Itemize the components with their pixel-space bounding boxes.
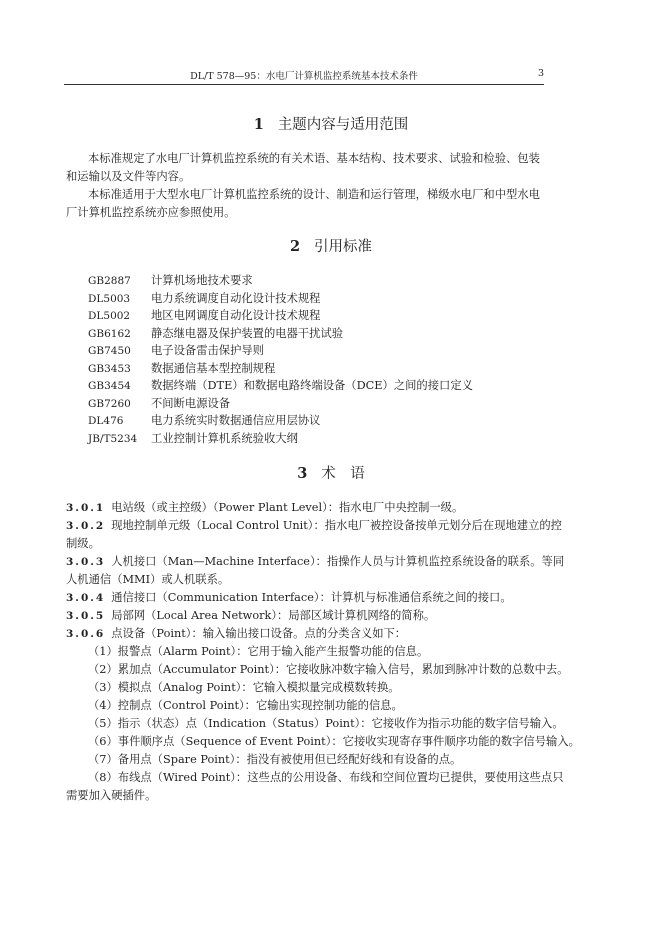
point-type-item: （6）事件顺序点（Sequence of Event Point）：它接收实现寄存事件顺序功能的数字信号输入。 <box>88 735 580 748</box>
wired-point-item <box>66 769 576 805</box>
term-number: 3.0.4 <box>66 592 106 604</box>
term-entry <box>66 499 576 517</box>
point-type-item: （3）模拟点（Analog Point）：它输入模拟量完成模数转换。 <box>88 681 400 694</box>
reference-code: DL476 <box>88 415 124 427</box>
reference-item <box>88 307 473 325</box>
point-type-item: （4）控制点（Control Point）：它输出实现控制功能的信息。 <box>88 699 403 712</box>
term-entry <box>66 607 576 625</box>
term-text: 人机通信（MMI）或人机联系。 <box>66 573 230 586</box>
reference-code: GB3454 <box>88 380 131 392</box>
section-1-paragraph-2 <box>66 186 566 222</box>
reference-code: DL5003 <box>88 292 131 305</box>
term-entry <box>66 553 576 589</box>
reference-list <box>88 272 473 447</box>
section-2-heading <box>0 235 662 256</box>
reference-item <box>88 395 473 413</box>
reference-title: 工业控制计算机系统验收大纲 <box>151 431 298 445</box>
reference-item <box>88 360 473 378</box>
term-number: 3.0.1 <box>66 502 106 514</box>
section-title: 引用标准 <box>314 239 373 255</box>
reference-item <box>88 290 473 308</box>
paragraph-line: （8）布线点（Wired Point）：这些点的公用设备、布线和空间位置均已提供，要使用这些点只 <box>88 771 564 784</box>
term-entry <box>66 517 576 553</box>
reference-item <box>88 412 473 430</box>
reference-code: GB2887 <box>88 275 131 287</box>
section-title: 术 语 <box>321 466 365 482</box>
section-title: 主题内容与适用范围 <box>277 117 409 133</box>
section-number: 3 <box>297 465 308 482</box>
reference-code: GB6162 <box>88 327 131 340</box>
reference-title: 电力系统实时数据通信应用层协议 <box>151 414 321 427</box>
section-number: 2 <box>289 238 301 255</box>
paragraph-line: 和运输以及文件等内容。 <box>66 170 191 183</box>
page-header <box>64 64 544 85</box>
term-text: 人机接口（Man—Machine Interface）：指操作人员与计算机监控系统设备的联系。等同 <box>111 555 565 568</box>
reference-item <box>88 272 473 290</box>
section-1-paragraph-1 <box>66 150 566 186</box>
reference-title: 电力系统调度自动化设计技术规程 <box>151 291 321 305</box>
term-text: 现地控制单元级（Local Control Unit）：指水电厂被控设备按单元划分后在现地建立的控 <box>111 519 562 532</box>
point-type-item: （2）累加点（Accumulator Point）：它接收脉冲数字输入信号，累加到脉冲计数的总数中去。 <box>88 663 569 676</box>
term-number: 3.0.5 <box>66 610 106 622</box>
section-1-heading <box>0 113 662 134</box>
term-text: 制级。 <box>66 537 100 550</box>
page-number: 3 <box>537 68 544 79</box>
term-text: 通信接口（Communication Interface）：计算机与标准通信系统之间的接口。 <box>111 591 512 604</box>
term-text: 局部网（Local Area Network）：局部区域计算机网络的简称。 <box>111 609 436 622</box>
term-text: 点设备（Point）：输入输出接口设备。点的分类含义如下： <box>111 627 407 640</box>
reference-item <box>88 377 473 395</box>
reference-title: 地区电网调度自动化设计技术规程 <box>151 309 321 322</box>
term-entry <box>66 625 576 643</box>
reference-title: 数据终端（DTE）和数据电路终端设备（DCE）之间的接口定义 <box>151 379 473 392</box>
reference-title: 电子设备雷击保护导则 <box>151 344 264 357</box>
reference-code: JB/T5234 <box>88 432 138 445</box>
section-number: 1 <box>253 116 264 133</box>
point-type-item: （7）备用点（Spare Point）：指没有被使用但已经配好线和有设备的点。 <box>88 753 462 766</box>
term-number: 3.0.6 <box>66 628 106 640</box>
header-title: DL/T 578—95：水电厂计算机监控系统基本技术条件 <box>190 71 418 82</box>
reference-code: DL5002 <box>88 310 131 322</box>
reference-code: GB7450 <box>88 345 131 357</box>
paragraph-line: 本标准规定了水电厂计算机监控系统的有关术语、基本结构、技术要求、试验和检验、包装 <box>88 152 540 165</box>
paragraph-line: 厂计算机监控系统亦应参照使用。 <box>66 206 236 219</box>
reference-title: 计算机场地技术要求 <box>151 274 253 287</box>
term-number: 3.0.3 <box>66 556 106 568</box>
term-number: 3.0.2 <box>66 520 106 532</box>
point-type-item: （1）报警点（Alarm Point）：它用于输入能产生报警功能的信息。 <box>88 645 429 658</box>
paragraph-line: 需要加入硬插件。 <box>66 789 157 802</box>
reference-code: GB3453 <box>88 362 131 375</box>
reference-title: 数据通信基本型控制规程 <box>151 361 276 375</box>
reference-title: 不间断电源设备 <box>151 396 231 410</box>
reference-item <box>88 325 473 343</box>
paragraph-line: 本标准适用于大型水电厂计算机监控系统的设计、制造和运行管理，梯级水电厂和中型水电 <box>88 188 540 201</box>
term-entry <box>66 589 576 607</box>
reference-title: 静态继电器及保护装置的电器干扰试验 <box>151 326 344 340</box>
section-3-heading <box>0 462 662 483</box>
point-type-item: （5）指示（状态）点（Indication（Status）Point）：它接收作为指示功能的数字信号输入。 <box>88 717 564 730</box>
reference-item <box>88 342 473 360</box>
reference-item <box>88 430 473 448</box>
reference-code: GB7260 <box>88 397 131 410</box>
term-text: 电站级（或主控级）（Power Plant Level）：指水电厂中央控制一级。 <box>111 501 464 514</box>
